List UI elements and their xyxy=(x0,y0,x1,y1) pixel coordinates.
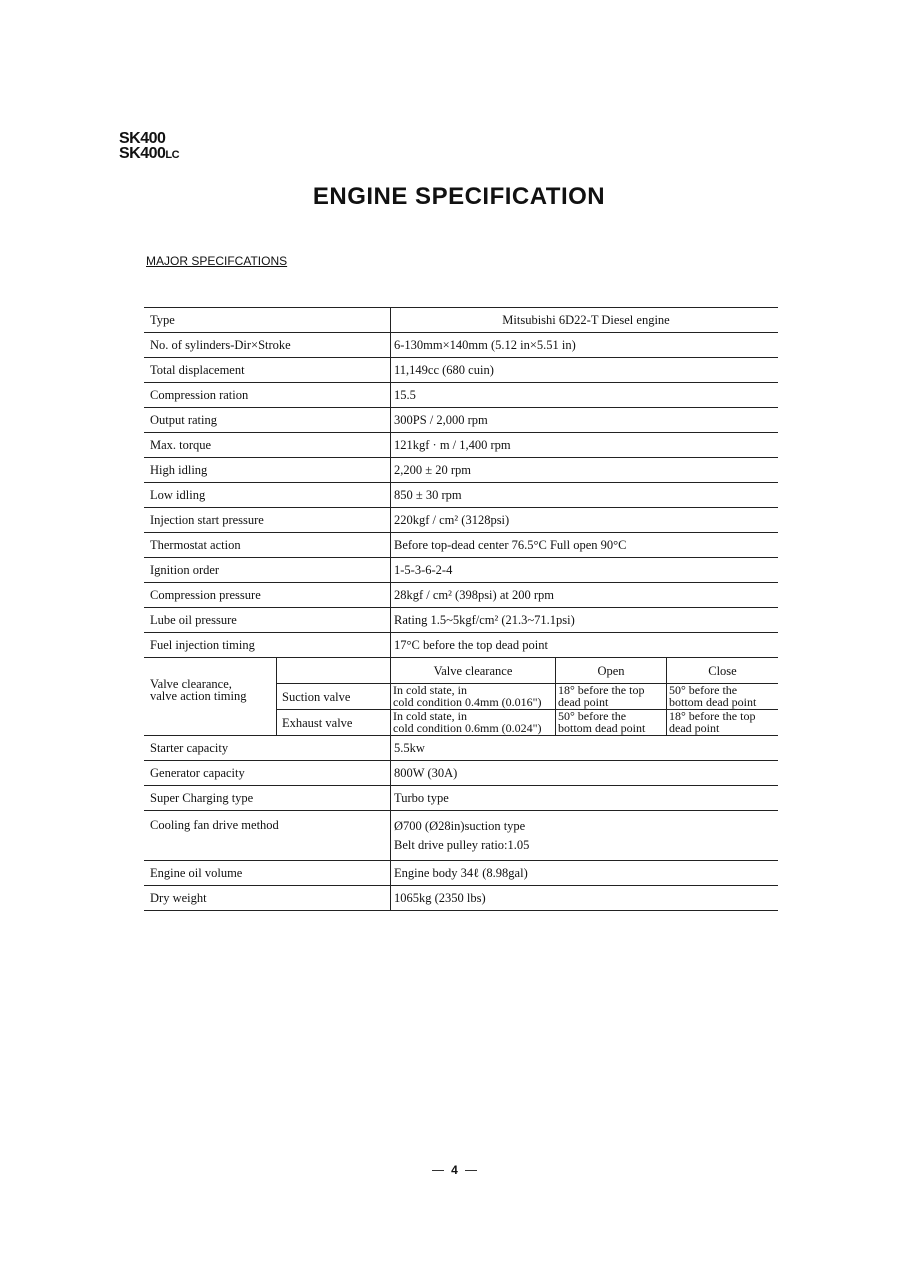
spec-label: Output rating xyxy=(144,408,391,433)
suction-open xyxy=(558,684,666,708)
table-row xyxy=(144,508,778,533)
valve-grid xyxy=(144,658,778,735)
spec-value: Engine body 34ℓ (8.98gal) xyxy=(391,861,779,886)
table-row xyxy=(144,736,778,761)
table-row xyxy=(144,861,778,886)
spec-label: Dry weight xyxy=(144,886,391,911)
suction-clearance xyxy=(393,684,555,708)
page-number-text: 4 xyxy=(451,1163,458,1177)
value-line-2: Belt drive pulley ratio:1.05 xyxy=(394,837,530,852)
spec-label: Fuel injection timing xyxy=(144,633,391,658)
table-row xyxy=(144,433,778,458)
table-row xyxy=(144,483,778,508)
spec-table xyxy=(144,307,778,911)
spec-label: Injection start pressure xyxy=(144,508,391,533)
spec-label: Ignition order xyxy=(144,558,391,583)
spec-value: 300PS / 2,000 rpm xyxy=(391,408,779,433)
header-open: Open xyxy=(597,664,625,678)
spec-value xyxy=(391,811,779,861)
dash-left xyxy=(432,1170,444,1171)
value-line-1: Ø700 (Ø28in)suction type xyxy=(394,818,526,833)
spec-value: 2,200 ± 20 rpm xyxy=(391,458,779,483)
spec-label: Thermostat action xyxy=(144,533,391,558)
text-line: cold condition 0.4mm (0.016") xyxy=(393,695,542,709)
header-close: Close xyxy=(708,664,737,678)
table-row xyxy=(144,458,778,483)
table-row xyxy=(144,761,778,786)
spec-value: Turbo type xyxy=(391,786,779,811)
spec-label: Compression ration xyxy=(144,383,391,408)
text-line: bottom dead point xyxy=(558,721,646,735)
text-line: 50° before the xyxy=(669,683,738,697)
spec-label: Cooling fan drive method xyxy=(144,811,391,861)
spec-label: Engine oil volume xyxy=(144,861,391,886)
text-line: 50° before the xyxy=(558,709,627,723)
spec-value: 5.5kw xyxy=(391,736,779,761)
valve-label-line-2: valve action timing xyxy=(150,689,247,703)
table-row xyxy=(144,408,778,433)
spec-value: 15.5 xyxy=(391,383,779,408)
text-line: 18° before the top xyxy=(558,683,645,697)
spec-value: Before top-dead center 76.5°C Full open 90°C xyxy=(391,533,779,558)
suction-close xyxy=(669,684,778,708)
header-clearance: Valve clearance xyxy=(433,664,513,678)
model-suffix: LC xyxy=(165,149,180,161)
spec-value: Rating 1.5~5kgf/cm² (21.3~71.1psi) xyxy=(391,608,779,633)
dash-right xyxy=(465,1170,477,1171)
spec-value: 11,149cc (680 cuin) xyxy=(391,358,779,383)
spec-value: 800W (30A) xyxy=(391,761,779,786)
valve-label-line-1: Valve clearance, xyxy=(150,677,232,691)
text-line: In cold state, in xyxy=(393,683,467,697)
spec-value: 220kgf / cm² (3128psi) xyxy=(391,508,779,533)
table-row xyxy=(144,383,778,408)
spec-value: 1-5-3-6-2-4 xyxy=(391,558,779,583)
model-badge xyxy=(119,131,179,163)
table-row xyxy=(144,558,778,583)
spec-label: Compression pressure xyxy=(144,583,391,608)
spec-value: Mitsubishi 6D22-T Diesel engine xyxy=(391,308,779,333)
spec-label: Type xyxy=(144,308,391,333)
spec-label: Low idling xyxy=(144,483,391,508)
text-line: cold condition 0.6mm (0.024") xyxy=(393,721,542,735)
table-row xyxy=(144,811,778,861)
exhaust-close xyxy=(669,710,778,734)
spec-value: 6-130mm×140mm (5.12 in×5.51 in) xyxy=(391,333,779,358)
text-line: In cold state, in xyxy=(393,709,467,723)
model-line-1: SK400 xyxy=(119,130,166,147)
spec-value: 1065kg (2350 lbs) xyxy=(391,886,779,911)
divider xyxy=(276,658,277,735)
spec-value: 28kgf / cm² (398psi) at 200 rpm xyxy=(391,583,779,608)
text-line: dead point xyxy=(558,695,609,709)
page-title: ENGINE SPECIFICATION xyxy=(312,183,606,210)
table-row xyxy=(144,786,778,811)
spec-label: Max. torque xyxy=(144,433,391,458)
text-line: dead point xyxy=(669,721,720,735)
table-row xyxy=(144,533,778,558)
spec-label: Total displacement xyxy=(144,358,391,383)
spec-label: Lube oil pressure xyxy=(144,608,391,633)
table-row xyxy=(144,308,778,333)
valve-section xyxy=(144,658,778,736)
table-row xyxy=(144,333,778,358)
exhaust-clearance xyxy=(393,710,555,734)
spec-value: 121kgf · m / 1,400 rpm xyxy=(391,433,779,458)
spec-label: No. of sylinders-Dir×Stroke xyxy=(144,333,391,358)
table-row xyxy=(144,583,778,608)
spec-value: 850 ± 30 rpm xyxy=(391,483,779,508)
text-line: bottom dead point xyxy=(669,695,757,709)
model-line-2: SK400LC xyxy=(119,145,180,162)
page-number xyxy=(0,1163,909,1177)
spec-label: High idling xyxy=(144,458,391,483)
spec-label: Starter capacity xyxy=(144,736,391,761)
valve-label xyxy=(150,678,275,702)
valve-row xyxy=(144,658,778,736)
spec-label: Super Charging type xyxy=(144,786,391,811)
text-line: 18° before the top xyxy=(669,709,756,723)
table-row xyxy=(144,886,778,911)
spec-label: Generator capacity xyxy=(144,761,391,786)
table-row xyxy=(144,633,778,658)
suction-valve-label: Suction valve xyxy=(282,690,351,704)
exhaust-open xyxy=(558,710,666,734)
spec-value: 17°C before the top dead point xyxy=(391,633,779,658)
exhaust-valve-label: Exhaust valve xyxy=(282,716,353,730)
section-heading: MAJOR SPECIFCATIONS xyxy=(146,254,288,268)
table-row xyxy=(144,358,778,383)
table-row xyxy=(144,608,778,633)
